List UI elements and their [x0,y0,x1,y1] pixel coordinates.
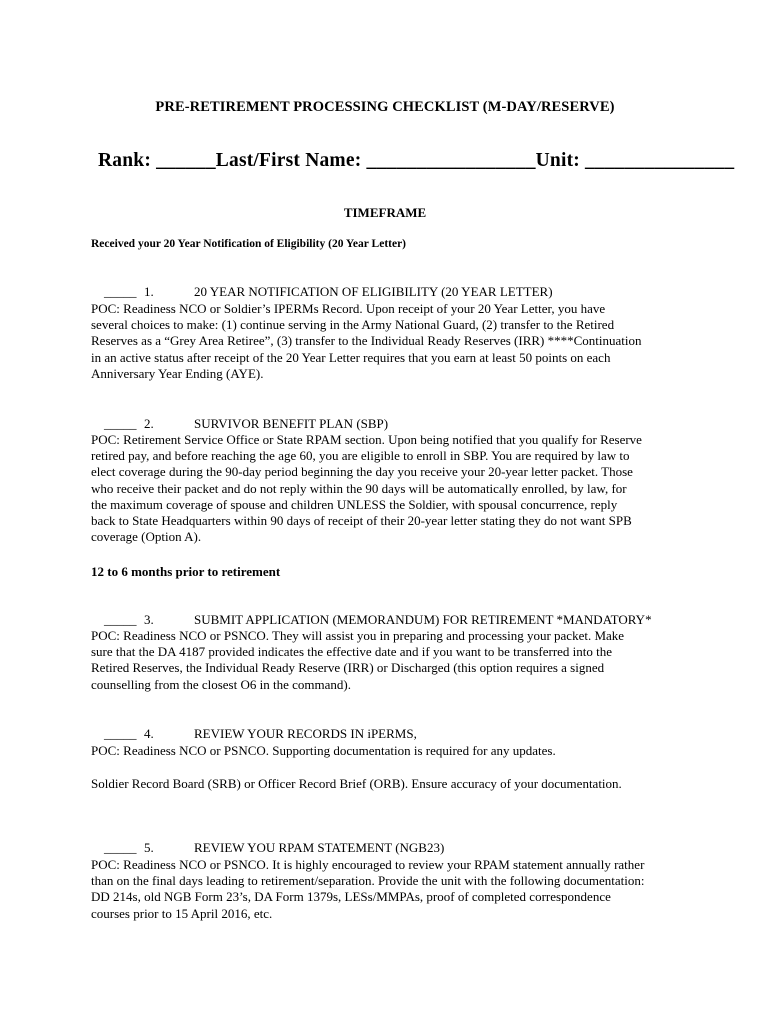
paragraph-line: POC: Readiness NCO or PSNCO. It is highly encouraged to review your RPAM statement annually rather [91,857,645,872]
paragraph-line: Anniversary Year Ending (AYE). [91,365,264,381]
paragraph-line: than on the final days leading to retirement/separation. Provide the unit with the following documentation: [91,873,645,889]
item-5-description [91,857,691,922]
paragraph-line: several choices to make: (1) continue serving in the Army National Guard, (2) transfer to the Retired [91,317,615,333]
checkbox-blank: _____ [104,612,137,627]
paragraph-line: Soldier Record Board (SRB) or Officer Record Brief (ORB). Ensure accuracy of your documentation. [91,776,622,791]
paragraph-line: DD 214s, old NGB Form 23’s, DA Form 1379s, LESs/MMPAs, proof of completed correspondence [91,889,611,905]
paragraph-line: Reserves as a “Grey Area Retiree”, (3) transfer to the Individual Ready Reserves (IRR) ****Continuation [91,333,642,349]
checkbox-blank: _____ [104,726,137,741]
item-1-description [91,301,691,382]
item-title: REVIEW YOUR RECORDS IN iPERMS, [194,726,417,741]
paragraph-line: counselling from the closest O6 in the command). [91,676,351,692]
paragraph-line: coverage (Option A). [91,529,202,545]
document-title: PRE-RETIREMENT PROCESSING CHECKLIST (M-DAY/RESERVE) [155,99,615,115]
checkbox-blank: _____ [104,416,137,431]
item-number: 5. [144,840,154,855]
item-number: 4. [144,726,154,741]
paragraph-line: sure that the DA 4187 provided indicates the effective date and if you want to be transferred into the [91,644,613,660]
item-number: 3. [144,612,154,627]
paragraph-line: back to State Headquarters within 90 days of receipt of their 20-year letter stating they do not want SPB [91,513,632,529]
item-title: SUBMIT APPLICATION (MEMORANDUM) FOR RETIREMENT *MANDATORY* [194,612,652,627]
item-4-extra-note [91,776,691,792]
item-4-description [91,743,691,759]
checkbox-blank: _____ [104,284,137,299]
section-heading-20-year-letter: Received your 20 Year Notification of Eligibility (20 Year Letter) [91,238,407,250]
item-2-description [91,432,691,545]
paragraph-line: POC: Retirement Service Office or State RPAM section. Upon being notified that you qualify for Reserve [91,432,642,447]
section-heading-12-to-6-months: 12 to 6 months prior to retirement [91,564,281,579]
item-number: 1. [144,284,154,299]
paragraph-line: who receive their packet and do not reply within the 90 days will be automatically enrolled, by law, for [91,480,627,496]
item-title: 20 YEAR NOTIFICATION OF ELIGIBILITY (20 YEAR LETTER) [194,284,553,299]
paragraph-line: elect coverage during the 90-day period beginning the day you receive your 20-year letter packet. Those [91,464,633,480]
timeframe-heading: TIMEFRAME [343,205,427,220]
paragraph-line: POC: Readiness NCO or PSNCO. Supporting documentation is required for any updates. [91,743,556,758]
rank-name-unit-line: Rank: ______Last/First Name: _________________Unit: _______________ [98,150,735,171]
paragraph-line: retired pay, and before reaching the age 60, you are eligible to enroll in SBP. You are required by law to [91,448,630,464]
checkbox-blank: _____ [104,840,137,855]
item-title: SURVIVOR BENEFIT PLAN (SBP) [194,416,389,431]
paragraph-line: POC: Readiness NCO or Soldier’s IPERMs Record. Upon receipt of your 20 Year Letter, you have [91,301,606,316]
paragraph-line: in an active status after receipt of the 20 Year Letter requires that you earn at least 50 points on each [91,349,611,365]
item-number: 2. [144,416,154,431]
paragraph-line: POC: Readiness NCO or PSNCO. They will assist you in preparing and processing your packet. Make [91,628,625,643]
paragraph-line: Retired Reserves, the Individual Ready Reserve (IRR) or Discharged (this option requires a signed [91,660,605,676]
paragraph-line: courses prior to 15 April 2016, etc. [91,905,273,921]
item-title: REVIEW YOU RPAM STATEMENT (NGB23) [194,840,445,855]
paragraph-line: the maximum coverage of spouse and children UNLESS the Soldier, with spousal concurrence, reply [91,496,618,512]
item-3-description [91,628,691,693]
